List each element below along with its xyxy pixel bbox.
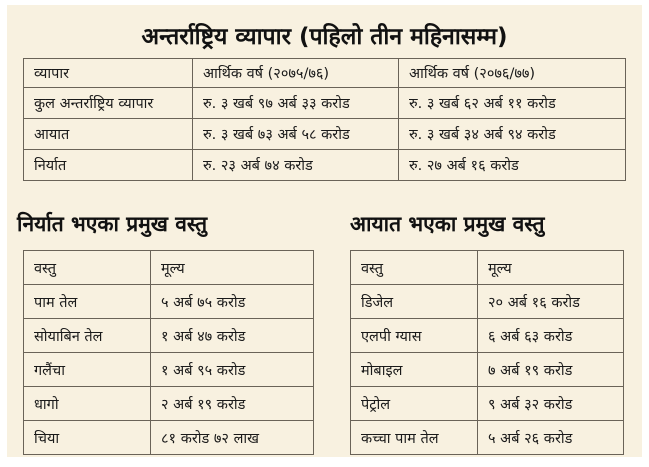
export-value: ८१ करोड ७२ लाख [151, 421, 314, 455]
trade-summary-table [23, 58, 626, 181]
import-value: ७ अर्ब १९ करोड [478, 353, 624, 387]
export-item: चिया [24, 421, 151, 455]
table-row [351, 285, 624, 319]
import-value: ६ अर्ब ६३ करोड [478, 319, 624, 353]
import-item: एलपी ग्यास [351, 319, 478, 353]
export-fy2: रु. २७ अर्ब १६ करोड [399, 150, 626, 181]
import-item: कच्चा पाम तेल [351, 421, 478, 455]
table-row [24, 285, 314, 319]
export-value: २ अर्ब १९ करोड [151, 387, 314, 421]
infographic [7, 5, 642, 457]
import-value: ५ अर्ब २६ करोड [478, 421, 624, 455]
header-trade: व्यापार [24, 59, 193, 88]
table-row [24, 119, 626, 150]
import-fy1: रु. ३ खर्ब ७३ अर्ब ५८ करोड [193, 119, 399, 150]
table-row [24, 421, 314, 455]
export-item: धागो [24, 387, 151, 421]
header-fy-2076-77: आर्थिक वर्ष (२०७६/७७) [399, 59, 626, 88]
table-row [351, 421, 624, 455]
table-row [24, 353, 314, 387]
import-item: डिजेल [351, 285, 478, 319]
header-value: मूल्य [151, 251, 314, 285]
table-row [351, 387, 624, 421]
import-item: पेट्रोल [351, 387, 478, 421]
header-item: वस्तु [24, 251, 151, 285]
page-title: अन्तर्राष्ट्रिय व्यापार (पहिलो तीन महिनासम्म) [141, 24, 508, 50]
export-item: सोयाबिन तेल [24, 319, 151, 353]
import-value: २० अर्ब १६ करोड [478, 285, 624, 319]
total-trade-fy2: रु. ३ खर्ब ६२ अर्ब ११ करोड [399, 88, 626, 119]
table-row [24, 387, 314, 421]
exports-table [23, 250, 314, 455]
table-row [351, 319, 624, 353]
export-value: ५ अर्ब ७५ करोड [151, 285, 314, 319]
imports-table [350, 250, 624, 455]
export-item: गलैंचा [24, 353, 151, 387]
imports-heading: आयात भएका प्रमुख वस्तु [350, 212, 545, 236]
table-header-row [24, 59, 626, 88]
export-item: पाम तेल [24, 285, 151, 319]
header-fy-2075-76: आर्थिक वर्ष (२०७५/७६) [193, 59, 399, 88]
exports-heading: निर्यात भएका प्रमुख वस्तु [17, 212, 208, 236]
row-label-export: निर्यात [24, 150, 193, 181]
export-value: १ अर्ब ४७ करोड [151, 319, 314, 353]
import-fy2: रु. ३ खर्ब ३४ अर्ब ९४ करोड [399, 119, 626, 150]
table-header-row [24, 251, 314, 285]
row-label-total-trade: कुल अन्तर्राष्ट्रिय व्यापार [24, 88, 193, 119]
export-fy1: रु. २३ अर्ब ७४ करोड [193, 150, 399, 181]
header-item: वस्तु [351, 251, 478, 285]
row-label-import: आयात [24, 119, 193, 150]
import-value: ९ अर्ब ३२ करोड [478, 387, 624, 421]
total-trade-fy1: रु. ३ खर्ब ९७ अर्ब ३३ करोड [193, 88, 399, 119]
table-header-row [351, 251, 624, 285]
import-item: मोबाइल [351, 353, 478, 387]
header-value: मूल्य [478, 251, 624, 285]
table-row [24, 319, 314, 353]
export-value: १ अर्ब ९५ करोड [151, 353, 314, 387]
table-row [351, 353, 624, 387]
table-row [24, 88, 626, 119]
table-row [24, 150, 626, 181]
